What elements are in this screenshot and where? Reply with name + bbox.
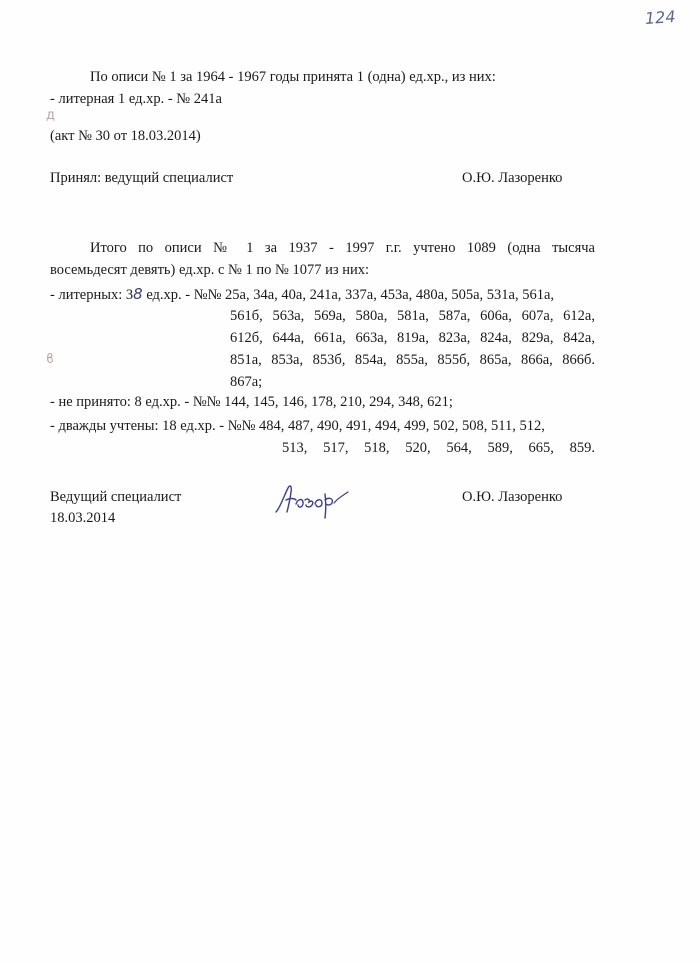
block1-line2: - литерная 1 ед.хр. - № 241а [50, 91, 222, 107]
handwritten-digit: 8 [133, 285, 143, 303]
literal-first-line [50, 284, 554, 305]
summary-line1: Итого по описи № 1 за 1937 - 1997 г.г. учтено 1089 (одна тысяча [90, 240, 595, 256]
accepted-label: Принял: ведущий специалист [50, 170, 234, 186]
footer-name: О.Ю. Лазоренко [462, 489, 563, 505]
literal-line-2: 561б, 563а, 569а, 580а, 581а, 587а, 606а, 607а, 612а, [230, 308, 595, 324]
double-counted-line1: - дважды учтены: 18 ед.хр. - №№ 484, 487, 490, 491, 494, 499, 502, 508, 511, 512, [50, 418, 545, 434]
signature [272, 478, 352, 520]
double-counted-line2: 513, 517, 518, 520, 564, 589, 665, 859. [282, 440, 595, 456]
stray-mark: ϐ [46, 352, 54, 367]
footer-date: 18.03.2014 [50, 510, 116, 526]
literal-line-4: 851а, 853а, 853б, 854а, 855а, 855б, 865а, 866а, 866б. [230, 352, 595, 368]
page-number: 124 [644, 6, 677, 29]
literal-prefix: - литерных: 3 [50, 287, 134, 303]
not-accepted-line: - не принято: 8 ед.хр. - №№ 144, 145, 146, 178, 210, 294, 348, 621; [50, 394, 453, 410]
literal-unit: ед.хр. - №№ 25а, 34а, 40а, 241а, 337а, 453а, 480а, 505а, 531а, 561а, [146, 287, 555, 303]
literal-line-3: 612б, 644а, 661а, 663а, 819а, 823а, 824а, 829а, 842а, [230, 330, 595, 346]
literal-line-5: 867а; [230, 374, 263, 390]
block1-line1: По описи № 1 за 1964 - 1967 годы принята 1 (одна) ед.хр., из них: [90, 69, 496, 85]
stray-mark: д [46, 108, 55, 123]
act-reference: (акт № 30 от 18.03.2014) [50, 128, 201, 144]
accepted-name: О.Ю. Лазоренко [462, 170, 563, 186]
footer-position: Ведущий специалист [50, 489, 182, 505]
summary-line2: восемьдесят девять) ед.хр. с № 1 по № 1077 из них: [50, 262, 369, 278]
